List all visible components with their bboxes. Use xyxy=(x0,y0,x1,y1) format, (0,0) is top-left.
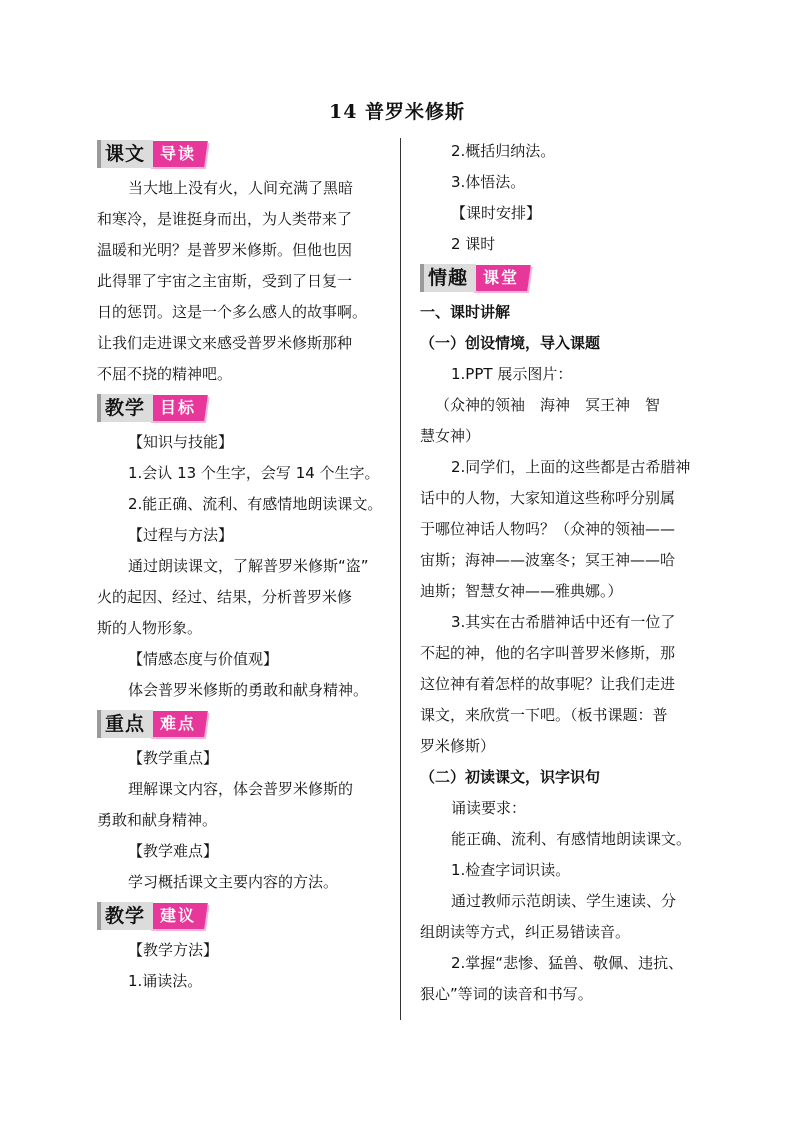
intro-line: 不屈不挠的精神吧。 xyxy=(97,365,233,383)
lesson-line: 组朗读等方式，纠正易错读音。 xyxy=(420,923,631,941)
intro-line: 日的惩罚。这是一个多么感人的故事啊。 xyxy=(97,303,368,321)
lesson-line: 2.同学们，上面的这些都是古希腊神 xyxy=(451,458,691,476)
subheading: 【过程与方法】 xyxy=(128,526,234,544)
method-item: 2.概括归纳法。 xyxy=(451,142,556,160)
section-label: 重点 xyxy=(97,710,153,738)
heading-level2: （一）创设情境，导入课题 xyxy=(420,334,601,352)
goal-item: 通过朗读课文，了解普罗米修斯“盗” xyxy=(128,557,369,575)
goal-item: 体会普罗米修斯的勇敢和献身精神。 xyxy=(128,681,369,699)
lesson-line: 诵读要求： xyxy=(451,799,527,817)
lesson-line: 通过教师示范朗读、学生速读、分 xyxy=(451,892,677,910)
goal-item: 斯的人物形象。 xyxy=(97,619,203,637)
method-item: 1.诵读法。 xyxy=(128,972,203,990)
lesson-line: 2.掌握“悲惨、猛兽、敬佩、违抗、 xyxy=(451,954,684,972)
lesson-line: 罗米修斯） xyxy=(420,737,496,755)
intro-line: 温暖和光明？是普罗米修斯。但他也因 xyxy=(97,241,353,259)
section-header-key-points xyxy=(97,708,387,740)
lesson-line: 1.检查字词识读。 xyxy=(451,861,571,879)
key-item: 理解课文内容，体会普罗米修斯的 xyxy=(128,780,354,798)
heading-level2: （二）初读课文，识字识句 xyxy=(420,768,601,786)
lesson-line: 3.其实在古希腊神话中还有一位了 xyxy=(451,613,676,631)
subheading: 【教学重点】 xyxy=(128,749,219,767)
key-item: 勇敢和献身精神。 xyxy=(97,811,218,829)
section-label: 教学 xyxy=(97,394,153,422)
left-column xyxy=(97,136,387,997)
lesson-line: 1.PPT 展示图片： xyxy=(451,365,573,383)
subheading: 【教学方法】 xyxy=(128,941,219,959)
section-label: 课文 xyxy=(97,140,153,168)
section-header-teaching-advice xyxy=(97,900,387,932)
lesson-line: 这位神有着怎样的故事呢？让我们走进 xyxy=(420,675,676,693)
page-title: 14 普罗米修斯 xyxy=(328,101,466,123)
section-tag: 难点 xyxy=(149,711,208,737)
lesson-line: 不起的神，他的名字叫普罗米修斯，那 xyxy=(420,644,676,662)
intro-line: 此得罪了宇宙之主宙斯，受到了日复一 xyxy=(97,272,353,290)
column-divider xyxy=(400,138,401,1020)
intro-line: 和寒冷，是谁挺身而出，为人类带来了 xyxy=(97,210,353,228)
lesson-line: 课文，来欣赏一下吧。（板书课题：普 xyxy=(420,706,668,724)
section-header-classroom xyxy=(420,262,720,294)
schedule-value: 2 课时 xyxy=(451,235,496,253)
heading-level1: 一、课时讲解 xyxy=(420,303,511,321)
intro-line: 让我们走进课文来感受普罗米修斯那种 xyxy=(97,334,353,352)
subheading: 【教学难点】 xyxy=(128,842,219,860)
section-header-teaching-goals xyxy=(97,392,387,424)
method-item: 3.体悟法。 xyxy=(451,173,526,191)
lesson-line: 话中的人物，大家知道这些称呼分别属 xyxy=(420,489,676,507)
goal-item: 1.会认 13 个生字，会写 14 个生字。 xyxy=(128,464,380,482)
lesson-line: 于哪位神话人物吗？（众神的领袖—— xyxy=(420,520,676,538)
section-tag: 建议 xyxy=(149,903,208,929)
lesson-line: （众神的领袖 海神 冥王神 智 xyxy=(435,396,661,414)
section-tag: 课堂 xyxy=(472,265,531,291)
lesson-line: 狠心”等词的读音和书写。 xyxy=(420,985,593,1003)
lesson-line: 能正确、流利、有感情地朗读课文。 xyxy=(451,830,692,848)
lesson-line: 迪斯；智慧女神——雅典娜。） xyxy=(420,582,623,600)
right-column xyxy=(420,136,720,1010)
subheading: 【课时安排】 xyxy=(451,204,542,222)
section-tag: 目标 xyxy=(149,395,208,421)
section-header-reading-guide xyxy=(97,138,387,170)
lesson-line: 宙斯；海神——波塞冬；冥王神——哈 xyxy=(420,551,676,569)
subheading: 【情感态度与价值观】 xyxy=(128,650,279,668)
section-label: 教学 xyxy=(97,902,153,930)
section-label: 情趣 xyxy=(420,264,476,292)
section-tag: 导读 xyxy=(149,141,208,167)
subheading: 【知识与技能】 xyxy=(128,433,234,451)
goal-item: 火的起因、经过、结果，分析普罗米修 xyxy=(97,588,353,606)
goal-item: 2.能正确、流利、有感情地朗读课文。 xyxy=(128,495,383,513)
lesson-line: 慧女神） xyxy=(420,427,481,445)
intro-line: 当大地上没有火，人间充满了黑暗 xyxy=(128,179,354,197)
key-item: 学习概括课文主要内容的方法。 xyxy=(128,873,339,891)
